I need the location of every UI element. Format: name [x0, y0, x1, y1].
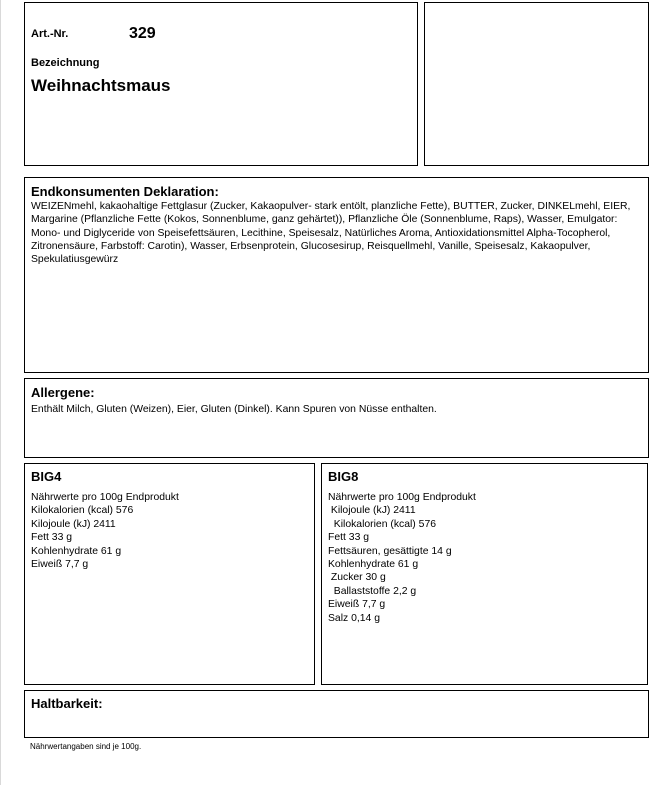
big8-list: [328, 491, 476, 625]
big4-box: [24, 463, 315, 685]
bezeichnung-label: Bezeichnung: [31, 57, 100, 69]
big8-line: Zucker 30 g: [328, 572, 386, 584]
declaration-box: [24, 177, 649, 373]
image-box: [424, 2, 649, 166]
page-edge: [0, 0, 1, 785]
big8-line: Kohlenhydrate 61 g: [328, 559, 419, 571]
big8-line: Salz 0,14 g: [328, 612, 380, 624]
big4-line: Kilokalorien (kcal) 576: [31, 505, 134, 517]
big8-line: Eiweiß 7,7 g: [328, 599, 386, 611]
art-nr-value: 329: [129, 25, 156, 42]
product-name: Weihnachtsmaus: [31, 76, 171, 95]
footnote: Nährwertangaben sind je 100g.: [30, 742, 142, 751]
big8-box: [321, 463, 648, 685]
allergens-box: [24, 378, 649, 458]
shelf-life-box: [24, 690, 649, 738]
big4-line: Fett 33 g: [31, 532, 73, 544]
big4-list: [31, 491, 179, 571]
art-nr-label: Art.-Nr.: [31, 28, 69, 40]
big4-line: Nährwerte pro 100g Endprodukt: [31, 492, 179, 503]
big8-line: Kilojoule (kJ) 2411: [328, 505, 416, 517]
big8-line: Kilokalorien (kcal) 576: [328, 518, 436, 530]
big8-title: BIG8: [328, 469, 359, 484]
header-box: [24, 2, 418, 166]
big4-line: Kohlenhydrate 61 g: [31, 545, 122, 557]
big4-line: Eiweiß 7,7 g: [31, 559, 89, 571]
declaration-text: WEIZENmehl, kakaohaltige Fettglasur (Zucker, Kakaopulver- stark entölt, planzliche Fette), BUTTER, Zucker, DINKELmehl, EIER, Margarine (Pflanzliche Fette (Kokos, Sonnenblume, ganz gehärtet)), Pflanzliche Öle (Sonnenblume, Raps), Wasser, Emulgator: Mono- und Diglyceride von Speisefettsäuren, Lecithine, Speisesalz, Natürliches Aroma, Antioxidationsmittel Alpha-Tocopherol, Zitronensäure, Farbstoff: Carotin), Wasser, Erbsenprotein, Glucosesirup, Reisquellmehl, Vanille, Speisesalz, Kakaopulver, Spekulatiusgewürz: [31, 201, 631, 266]
big8-line: Nährwerte pro 100g Endprodukt: [328, 492, 476, 503]
big8-line: Fettsäuren, gesättigte 14 g: [328, 545, 452, 557]
allergens-title: Allergene:: [31, 385, 95, 400]
shelf-life-title: Haltbarkeit:: [31, 696, 103, 711]
big8-line: Fett 33 g: [328, 532, 370, 544]
big4-line: Kilojoule (kJ) 2411: [31, 518, 116, 530]
big4-title: BIG4: [31, 469, 62, 484]
allergens-text: Enthält Milch, Gluten (Weizen), Eier, Gluten (Dinkel). Kann Spuren von Nüsse enthalten.: [31, 404, 437, 415]
big8-line: Ballaststoffe 2,2 g: [328, 585, 417, 597]
declaration-title: Endkonsumenten Deklaration:: [31, 184, 219, 199]
